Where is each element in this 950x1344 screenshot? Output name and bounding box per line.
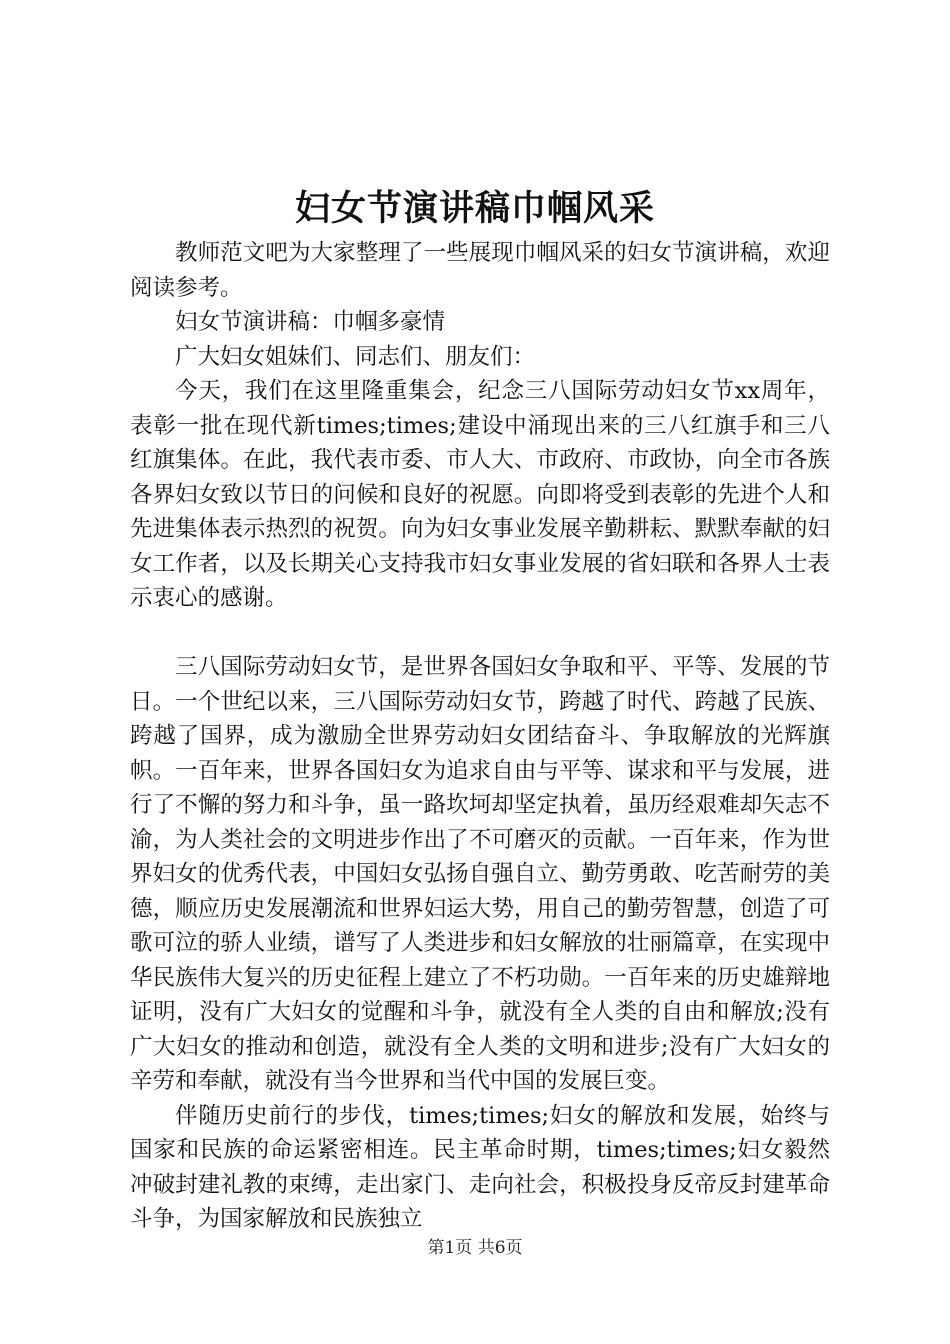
paragraph-gap — [130, 616, 830, 651]
body-paragraph: 伴随历史前行的步伐，times;times;妇女的解放和发展，始终与国家和民族的命运紧密相连。民主革命时期，times;times;妇女毅然冲破封建礼教的束缚，走出家门、走向社会，积极投身反帝反封建革命斗争，为国家解放和民族独立 — [130, 1102, 830, 1232]
document-title: 妇女节演讲稿巾帼风采 — [294, 188, 655, 229]
intro-paragraph: 教师范文吧为大家整理了一些展现巾帼风采的妇女节演讲稿，欢迎阅读参考。 — [130, 240, 830, 301]
document-body — [130, 236, 830, 1237]
body-paragraph: 今天，我们在这里隆重集会，纪念三八国际劳动妇女节xx周年，表彰一批在现代新times;times;建设中涌现出来的三八红旗手和三八红旗集体。在此，我代表市委、市人大、市政府、市政协，向全市各族各界妇女致以节日的问候和良好的祝愿。向即将受到表彰的先进个人和先进集体表示热烈的祝贺。向为妇女事业发展辛勤耕耘、默默奉献的妇女工作者，以及长期关心支持我市妇女事业发展的省妇联和各界人士表示衷心的感谢。 — [130, 378, 830, 611]
body-paragraph: 三八国际劳动妇女节，是世界各国妇女争取和平、平等、发展的节日。一个世纪以来，三八国际劳动妇女节，跨越了时代、跨越了民族、跨越了国界，成为激励全世界劳动妇女团结奋斗、争取解放的光辉旗帜。一百年来，世界各国妇女为追求自由与平等、谋求和平与发展，进行了不懈的努力和斗争，虽一路坎坷却坚定执着，虽历经艰难却矢志不渝，为人类社会的文明进步作出了不可磨灭的贡献。一百年来，作为世界妇女的优秀代表，中国妇女弘扬自强自立、勤劳勇敢、吃苦耐劳的美德，顺应历史发展潮流和世界妇运大势，用自己的勤劳智慧，创造了可歌可泣的骄人业绩，谱写了人类进步和妇女解放的壮丽篇章，在实现中华民族伟大复兴的历史征程上建立了不朽功勋。一百年来的历史雄辩地证明，没有广大妇女的觉醒和斗争，就没有全人类的自由和解放;没有广大妇女的推动和创造，就没有全人类的文明和进步;没有广大妇女的辛劳和奉献，就没有当今世界和当代中国的发展巨变。 — [130, 654, 830, 1094]
speech-subtitle: 妇女节演讲稿：巾帼多豪情 — [175, 309, 446, 335]
salutation: 广大妇女姐妹们、同志们、朋友们： — [175, 343, 536, 370]
page-number: 第1页 共6页 — [427, 1238, 523, 1258]
